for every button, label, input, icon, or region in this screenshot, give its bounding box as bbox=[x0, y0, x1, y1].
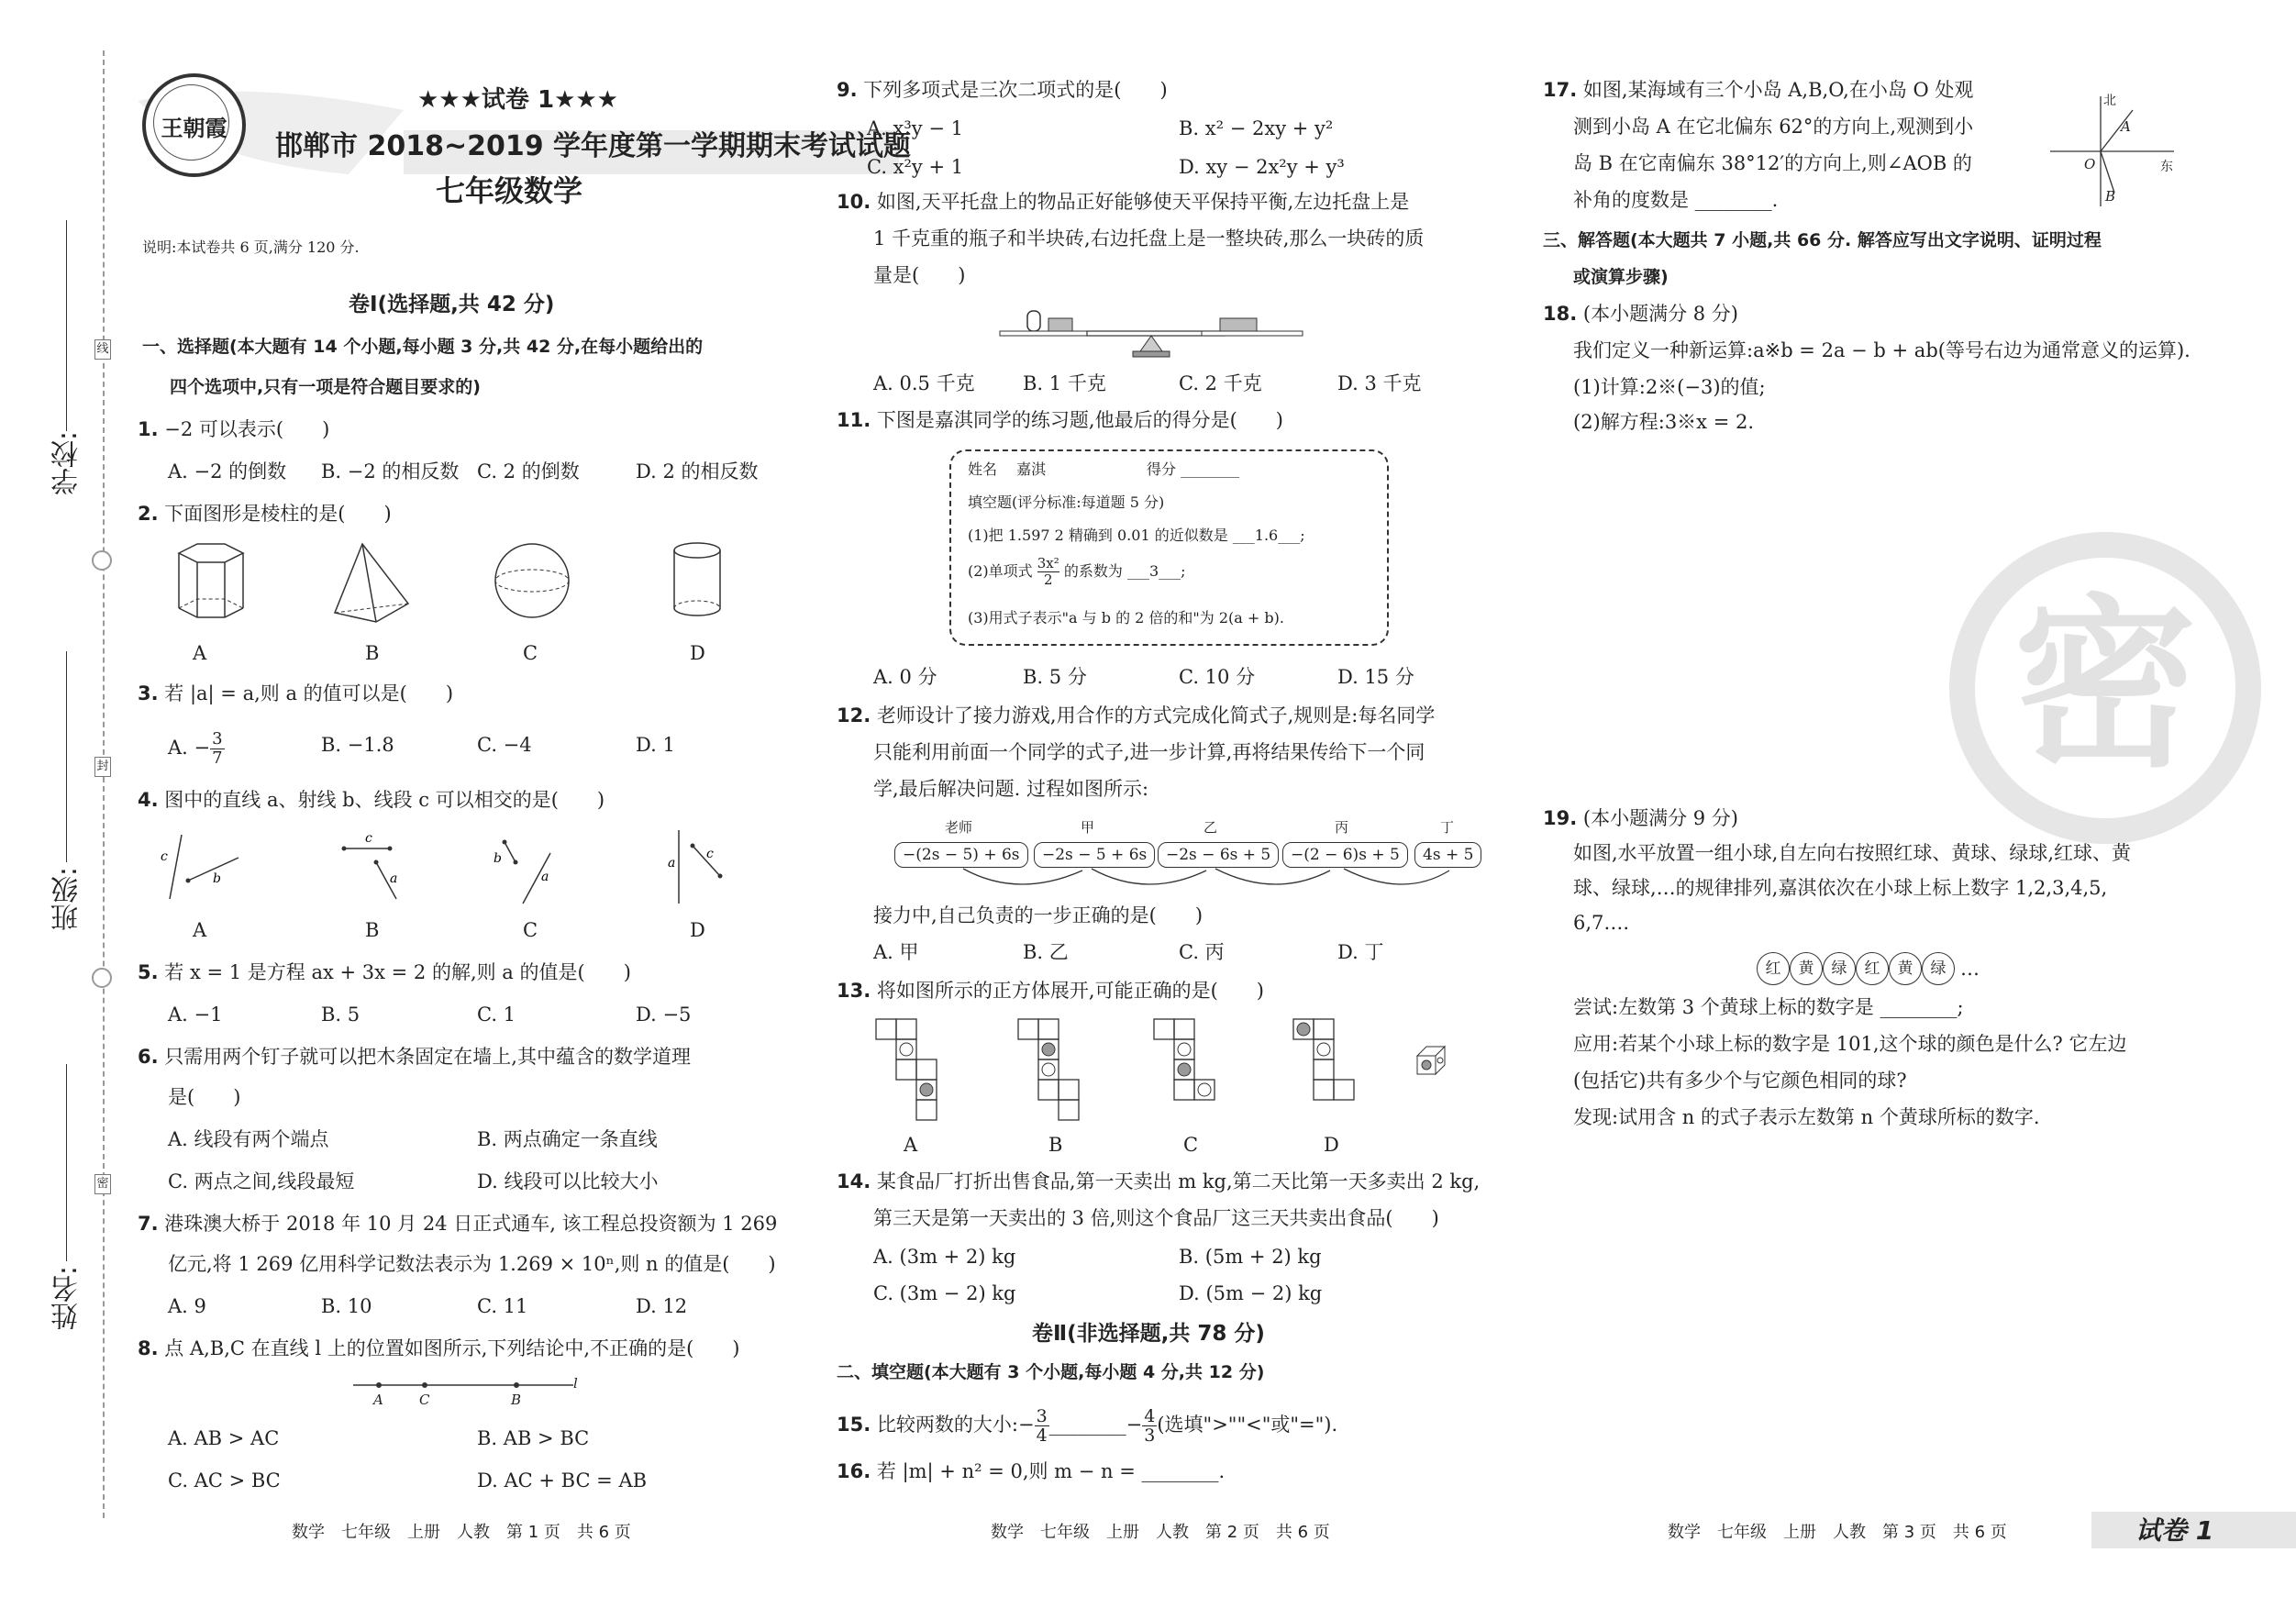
cube-net-d bbox=[1293, 1019, 1354, 1100]
q5-option-b[interactable]: B. 5 bbox=[321, 1004, 360, 1026]
q8-point-c: C bbox=[419, 1392, 430, 1408]
q8-point-b: B bbox=[511, 1392, 522, 1408]
q8-option-c[interactable]: C. AC > BC bbox=[168, 1469, 281, 1492]
compass-east-label: 东 bbox=[2160, 160, 2173, 174]
question-10-cont2: 量是( ) bbox=[873, 264, 966, 286]
svg-text:c: c bbox=[365, 831, 372, 846]
relay-role-jia: 甲 bbox=[1081, 819, 1095, 836]
part3-section: 三、解答题(本大题共 7 小题,共 66 分. 解答应写出文字说明、证明过程 bbox=[1543, 230, 2102, 250]
brand-logo bbox=[142, 73, 246, 177]
hex-prism-shape bbox=[179, 544, 243, 617]
q12-option-c[interactable]: C. 丙 bbox=[1179, 941, 1225, 963]
q13-label-a[interactable]: A bbox=[904, 1134, 918, 1156]
part2-section: 二、填空题(本大题有 3 个小题,每小题 4 分,共 12 分) bbox=[837, 1362, 1265, 1382]
q1-option-d[interactable]: D. 2 的相反数 bbox=[636, 460, 759, 482]
q12-option-b[interactable]: B. 乙 bbox=[1023, 941, 1069, 963]
q2-label-b[interactable]: B bbox=[365, 642, 380, 664]
footer-page-2: 数学 七年级 上册 人教 第 2 页 共 6 页 bbox=[991, 1523, 1330, 1542]
q6-option-a[interactable]: A. 线段有两个端点 bbox=[168, 1128, 329, 1150]
q4-label-c[interactable]: C bbox=[523, 919, 538, 941]
question-15: 15. 比较两数的大小:− $\frac{3}{4}$ ________− $\frac{4}{3}$ (选填">""<"或"="). bbox=[837, 1406, 1338, 1446]
q3-option-d[interactable]: D. 1 bbox=[636, 734, 675, 756]
q14-option-a[interactable]: A. (3m + 2) kg bbox=[873, 1246, 1016, 1268]
q8-option-b[interactable]: B. AB > BC bbox=[477, 1427, 590, 1449]
practice-sheet-score: 得分 ________ bbox=[1147, 460, 1240, 478]
question-5: 5. 若 x = 1 是方程 ax + 3x = 2 的解,则 a 的值是( ) bbox=[138, 961, 631, 983]
question-8: 8. 点 A,B,C 在直线 l 上的位置如图所示,下列结论中,不正确的是( ) bbox=[138, 1337, 740, 1359]
question-1: 1. −2 可以表示( ) bbox=[138, 418, 330, 440]
binding-ring-1 bbox=[92, 550, 112, 571]
q9-option-b[interactable]: B. x² − 2xy + y² bbox=[1179, 117, 1334, 139]
svg-text:a: a bbox=[668, 856, 676, 871]
footer-page-1: 数学 七年级 上册 人教 第 1 页 共 6 页 bbox=[292, 1523, 631, 1542]
exam-note: 说明:本试卷共 6 页,满分 120 分. bbox=[142, 238, 360, 256]
q10-option-a[interactable]: A. 0.5 千克 bbox=[873, 372, 975, 394]
cube-nets-figure bbox=[871, 1015, 1459, 1134]
q1-option-b[interactable]: B. −2 的相反数 bbox=[321, 460, 460, 482]
ball-4: 红 bbox=[1856, 952, 1889, 985]
q13-label-b[interactable]: B bbox=[1048, 1134, 1063, 1156]
q13-label-d[interactable]: D bbox=[1324, 1134, 1339, 1156]
ball-2: 黄 bbox=[1790, 952, 1823, 985]
q12-option-d[interactable]: D. 丁 bbox=[1337, 941, 1384, 963]
q11-option-a[interactable]: A. 0 分 bbox=[873, 666, 937, 688]
question-17-cont3: 补角的度数是 ________. bbox=[1573, 189, 1779, 211]
q9-option-a[interactable]: A. x³y − 1 bbox=[867, 117, 963, 139]
footer-page-3: 数学 七年级 上册 人教 第 3 页 共 6 页 bbox=[1668, 1523, 2007, 1542]
question-7: 7. 港珠澳大桥于 2018 年 10 月 24 日正式通车, 该工程总投资额为 1 269 bbox=[138, 1213, 778, 1235]
balance-scale-figure bbox=[995, 298, 1325, 362]
relay-role-ding: 丁 bbox=[1440, 819, 1455, 836]
question-19-text: 如图,水平放置一组小球,自左向右按照红球、黄球、绿球,红球、黄 bbox=[1573, 842, 2132, 864]
exam-series: ★★★试卷 1★★★ bbox=[417, 86, 618, 114]
ball-6: 绿 bbox=[1922, 952, 1955, 985]
question-4: 4. 图中的直线 a、射线 b、线段 c 可以相交的是( ) bbox=[138, 789, 605, 811]
question-17-cont2: 岛 B 在它南偏东 38°12′的方向上,则∠AOB 的 bbox=[1573, 152, 1972, 174]
question-18-text: 我们定义一种新运算:a※b = 2a − b + ab(等号右边为通常意义的运算). bbox=[1573, 339, 2191, 361]
svg-text:c: c bbox=[706, 847, 714, 861]
ball-3: 绿 bbox=[1823, 952, 1856, 985]
q6-option-c[interactable]: C. 两点之间,线段最短 bbox=[168, 1170, 355, 1192]
question-19-apply: 应用:若某个小球上标的数字是 101,这个球的颜色是什么? 它左边 bbox=[1573, 1033, 2127, 1055]
question-17-cont: 测到小岛 A 在它北偏东 62°的方向上,观测到小 bbox=[1573, 116, 1974, 138]
q14-option-d[interactable]: D. (5m − 2) kg bbox=[1179, 1282, 1323, 1304]
q7-option-c[interactable]: C. 11 bbox=[477, 1295, 528, 1317]
q3-option-a[interactable]: A. − $\frac{3}{7}$ bbox=[168, 729, 223, 768]
footer-brand: 试卷 1 bbox=[2135, 1515, 2214, 1546]
q7-option-d[interactable]: D. 12 bbox=[636, 1295, 688, 1317]
question-16: 16. 若 |m| + n² = 0,则 m − n = ________. bbox=[837, 1460, 1226, 1482]
compass-b-label: B bbox=[2105, 188, 2116, 205]
q3-option-b[interactable]: B. −1.8 bbox=[321, 734, 394, 756]
relay-arrows bbox=[954, 867, 1504, 904]
pyramid-shape bbox=[335, 544, 408, 622]
q11-option-b[interactable]: B. 5 分 bbox=[1023, 666, 1087, 688]
question-12: 12. 老师设计了接力游戏,用合作的方式完成化简式子,规则是:每名同学 bbox=[837, 704, 1436, 726]
question-9: 9. 下列多项式是三次二项式的是( ) bbox=[837, 79, 1168, 101]
part3-section-cont: 或演算步骤) bbox=[1573, 267, 1669, 287]
ball-1: 红 bbox=[1757, 952, 1790, 985]
question-19: 19. (本小题满分 9 分) bbox=[1543, 807, 1738, 829]
question-18-part1: (1)计算:2※(−3)的值; bbox=[1573, 376, 1766, 398]
part1-section: 一、选择题(本大题有 14 个小题,每小题 3 分,共 42 分,在每小题给出的 bbox=[142, 337, 704, 357]
watermark-text: 密 bbox=[2013, 579, 2197, 793]
q8-point-a: A bbox=[373, 1392, 383, 1408]
part2-title: 卷Ⅱ(非选择题,共 78 分) bbox=[1032, 1322, 1265, 1346]
practice-sheet-name: 姓名 嘉淇 bbox=[968, 460, 1061, 478]
relay-expr-jia: −2s − 5 + 6s bbox=[1034, 842, 1155, 868]
question-19-apply-cont: (包括它)共有多少个与它颜色相同的球? bbox=[1573, 1070, 1907, 1092]
school-field[interactable] bbox=[66, 220, 67, 431]
question-12-cont: 只能利用前面一个同学的式子,进一步计算,再将结果传给下一个同 bbox=[873, 741, 1425, 763]
practice-sheet-line1: 填空题(评分标准:每道题 5 分) bbox=[968, 494, 1165, 511]
practice-sheet-line4: (3)用式子表示"a 与 b 的 2 倍的和"为 2(a + b). bbox=[968, 609, 1284, 627]
q7-option-b[interactable]: B. 10 bbox=[321, 1295, 372, 1317]
q10-option-c[interactable]: C. 2 千克 bbox=[1179, 372, 1262, 394]
exam-subject: 七年级数学 bbox=[436, 173, 583, 208]
q4-label-b[interactable]: B bbox=[365, 919, 380, 941]
svg-text:a: a bbox=[390, 871, 398, 886]
class-label: 班级: bbox=[51, 867, 83, 932]
q5-option-a[interactable]: A. −1 bbox=[168, 1004, 223, 1026]
q3-option-c[interactable]: C. −4 bbox=[477, 734, 532, 756]
cube-net-c bbox=[1154, 1019, 1215, 1100]
ball-5: 黄 bbox=[1889, 952, 1922, 985]
practice-sheet-line2: (1)把 1.597 2 精确到 0.01 的近似数是 ___1.6___; bbox=[968, 527, 1305, 544]
q1-option-a[interactable]: A. −2 的倒数 bbox=[168, 460, 287, 482]
question-6: 6. 只需用两个钉子就可以把木条固定在墙上,其中蕴含的数学道理 bbox=[138, 1046, 691, 1068]
brand-logo-text: 王朝霞 bbox=[161, 115, 227, 141]
q5-option-d[interactable]: D. −5 bbox=[636, 1004, 692, 1026]
question-19-cont: 球、绿球,…的规律排列,嘉淇依次在小球上标上数字 1,2,3,4,5, bbox=[1573, 877, 2108, 899]
q13-label-c[interactable]: C bbox=[1183, 1134, 1199, 1156]
question-19-cont2: 6,7…. bbox=[1573, 912, 1630, 934]
binding-ring-2 bbox=[92, 968, 112, 988]
relay-role-teacher: 老师 bbox=[945, 819, 973, 836]
question-10-cont: 1 千克重的瓶子和半块砖,右边托盘上是一整块砖,那么一块砖的质 bbox=[873, 227, 1425, 250]
q1-option-c[interactable]: C. 2 的倒数 bbox=[477, 460, 580, 482]
q12-option-a[interactable]: A. 甲 bbox=[873, 941, 919, 963]
svg-text:c: c bbox=[161, 849, 168, 864]
class-field[interactable] bbox=[66, 651, 67, 862]
compass-north-label: 北 bbox=[2103, 94, 2116, 108]
svg-text:b: b bbox=[494, 851, 502, 866]
seal-tag-close: 密 bbox=[94, 1174, 111, 1194]
q2-label-d[interactable]: D bbox=[690, 642, 705, 664]
compass-a-label: A bbox=[2121, 118, 2131, 135]
q4-figures bbox=[156, 826, 743, 917]
q2-figures bbox=[165, 539, 734, 631]
q9-option-c[interactable]: C. x²y + 1 bbox=[867, 156, 964, 178]
binding-line bbox=[103, 50, 105, 1518]
part1-title: 卷Ⅰ(选择题,共 42 分) bbox=[349, 293, 555, 316]
seal-tag-line: 线 bbox=[94, 339, 111, 360]
q7-option-a[interactable]: A. 9 bbox=[168, 1295, 206, 1317]
relay-expr-teacher: −(2s − 5) + 6s bbox=[894, 842, 1028, 868]
question-18-part2: (2)解方程:3※x = 2. bbox=[1573, 411, 1755, 433]
question-10: 10. 如图,天平托盘上的物品正好能够使天平保持平衡,左边托盘上是 bbox=[837, 191, 1410, 213]
exam-title: 邯郸市 2018~2019 学年度第一学期期末考试试题 bbox=[275, 130, 912, 162]
q8-line-figure bbox=[353, 1376, 592, 1413]
question-17: 17. 如图,某海域有三个小岛 A,B,O,在小岛 O 处观 bbox=[1543, 79, 1974, 101]
q14-option-b[interactable]: B. (5m + 2) kg bbox=[1179, 1246, 1322, 1268]
relay-expr-ding: 4s + 5 bbox=[1414, 842, 1481, 868]
cube-3d-icon bbox=[1417, 1047, 1445, 1074]
q11-option-c[interactable]: C. 10 分 bbox=[1179, 666, 1256, 688]
q14-option-c[interactable]: C. (3m − 2) kg bbox=[873, 1282, 1016, 1304]
question-19-find: 发现:试用含 n 的式子表示左数第 n 个黄球所标的数字. bbox=[1573, 1106, 2040, 1128]
practice-sheet-line3: (2)单项式 $\frac{\text{3x²}}{2}$ 的系数为 ___3___; bbox=[968, 555, 1186, 588]
q8-option-d[interactable]: D. AC + BC = AB bbox=[477, 1469, 648, 1492]
question-3: 3. 若 |a| = a,则 a 的值可以是( ) bbox=[138, 682, 454, 704]
sphere-shape bbox=[495, 544, 569, 617]
question-11: 11. 下图是嘉淇同学的练习题,他最后的得分是( ) bbox=[837, 409, 1283, 431]
question-13: 13. 将如图所示的正方体展开,可能正确的是( ) bbox=[837, 980, 1264, 1002]
q4-label-d[interactable]: D bbox=[690, 919, 705, 941]
question-7-cont: 亿元,将 1 269 亿用科学记数法表示为 1.269 × 10ⁿ,则 n 的值是( ) bbox=[168, 1253, 776, 1275]
svg-text:a: a bbox=[541, 870, 549, 884]
question-12-ask: 接力中,自己负责的一步正确的是( ) bbox=[873, 904, 1203, 926]
q2-label-c[interactable]: C bbox=[523, 642, 538, 664]
relay-role-bing: 丙 bbox=[1335, 819, 1349, 836]
svg-text:b: b bbox=[213, 871, 221, 886]
compass-diagram bbox=[2046, 92, 2192, 211]
question-19-try: 尝试:左数第 3 个黄球上标的数字是 ________; bbox=[1573, 996, 1964, 1018]
cube-net-a bbox=[876, 1019, 937, 1120]
seal-tag-seal: 封 bbox=[94, 757, 111, 777]
question-6-cont: 是( ) bbox=[168, 1086, 241, 1108]
relay-expr-bing: −(2 − 6)s + 5 bbox=[1282, 842, 1408, 868]
q10-option-d[interactable]: D. 3 千克 bbox=[1337, 372, 1422, 394]
q4-label-a[interactable]: A bbox=[193, 919, 207, 941]
question-2: 2. 下面图形是棱柱的是( ) bbox=[138, 503, 392, 525]
q5-option-c[interactable]: C. 1 bbox=[477, 1004, 516, 1026]
relay-expr-yi: −2s − 6s + 5 bbox=[1158, 842, 1279, 868]
cube-net-b bbox=[1018, 1019, 1079, 1120]
q9-option-d[interactable]: D. xy − 2x²y + y³ bbox=[1179, 156, 1345, 178]
compass-o-label: O bbox=[2084, 156, 2096, 172]
question-12-cont2: 学,最后解决问题. 过程如图所示: bbox=[873, 778, 1149, 800]
cylinder-shape bbox=[674, 543, 720, 616]
q6-option-d[interactable]: D. 线段可以比较大小 bbox=[477, 1170, 659, 1192]
q2-label-a[interactable]: A bbox=[193, 642, 207, 664]
q8-line-l: l bbox=[573, 1375, 578, 1392]
question-14-cont: 第三天是第一天卖出的 3 倍,则这个食品厂这三天共卖出食品( ) bbox=[873, 1207, 1439, 1229]
q6-option-b[interactable]: B. 两点确定一条直线 bbox=[477, 1128, 658, 1150]
relay-role-yi: 乙 bbox=[1203, 819, 1218, 836]
part1-section-cont: 四个选项中,只有一项是符合题目要求的) bbox=[170, 377, 481, 397]
name-label: 姓名: bbox=[51, 1266, 83, 1331]
school-label: 学校: bbox=[51, 431, 83, 496]
name-field[interactable] bbox=[66, 1064, 67, 1261]
q10-option-b[interactable]: B. 1 千克 bbox=[1023, 372, 1106, 394]
q8-option-a[interactable]: A. AB > AC bbox=[168, 1427, 280, 1449]
confidential-watermark-stamp bbox=[1949, 532, 2261, 844]
question-14: 14. 某食品厂打折出售食品,第一天卖出 m kg,第二天比第一天多卖出 2 kg, bbox=[837, 1170, 1481, 1192]
ball-ellipsis: … bbox=[1960, 958, 1980, 980]
q11-option-d[interactable]: D. 15 分 bbox=[1337, 666, 1414, 688]
question-18: 18. (本小题满分 8 分) bbox=[1543, 303, 1738, 325]
